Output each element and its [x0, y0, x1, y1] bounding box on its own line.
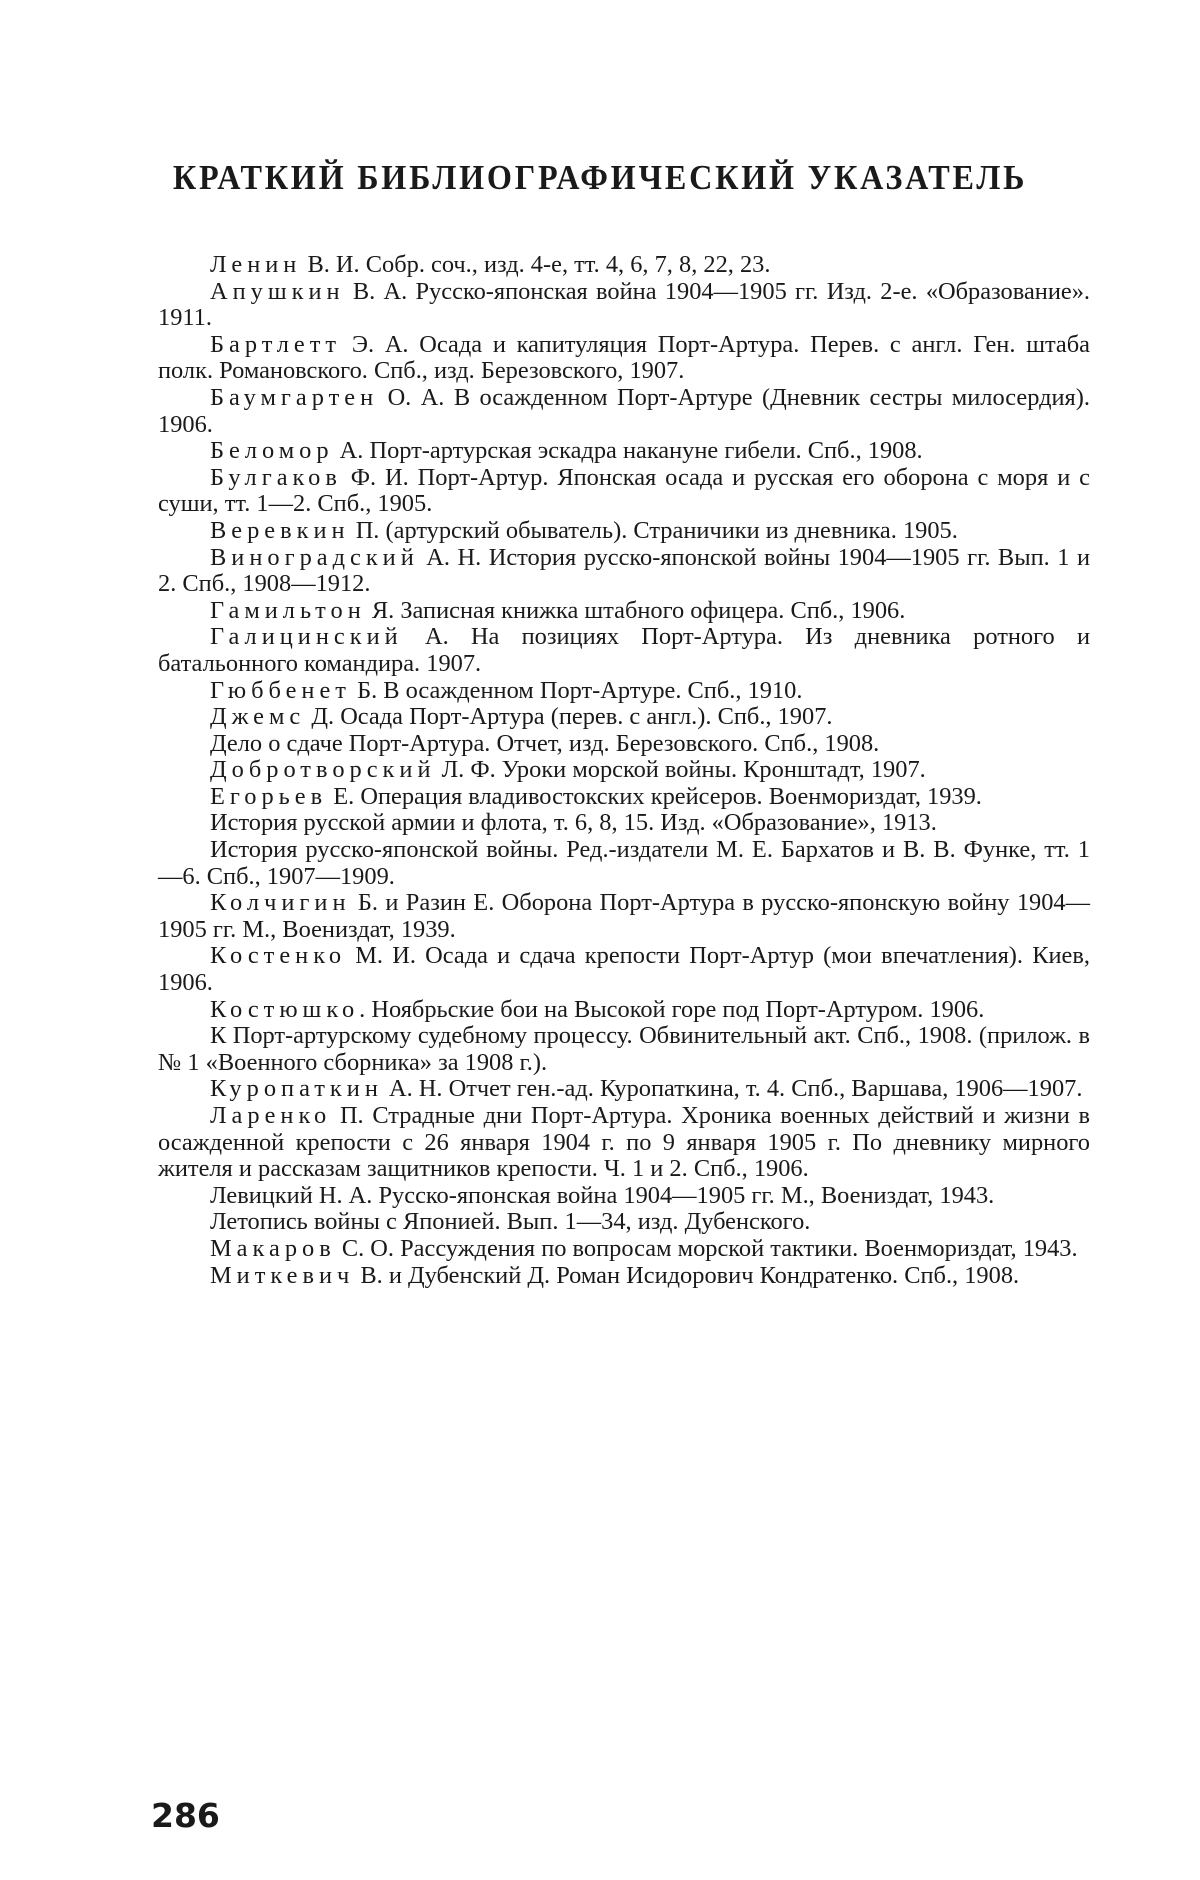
- entry-author: Гамильтон: [210, 597, 366, 624]
- entry-author: Апушкин: [210, 278, 345, 305]
- bibliography-entry: [158, 598, 1090, 625]
- bibliography-entry: [158, 837, 1090, 890]
- entry-author: Ларенко: [210, 1102, 331, 1129]
- entry-text: Б. В осажденном Порт-Артуре. Спб., 1910.: [351, 677, 802, 704]
- entry-text: А. Н. История русско-японской войны 1904—1905 гг. Вып. 1 и 2. Спб., 1908—1912.: [158, 544, 1090, 598]
- entry-text: П. (артурский обыватель). Страничики из дневника. 1905.: [350, 517, 958, 544]
- bibliography-entry: [158, 943, 1090, 996]
- bibliography-list: [158, 252, 1090, 1289]
- entry-author: Костюшко: [210, 996, 359, 1023]
- entry-text: Левицкий Н. А. Русско-японская война 1904—1905 гг. М., Воениздат, 1943.: [210, 1182, 994, 1209]
- entry-author: Куропаткин: [210, 1075, 383, 1102]
- bibliography-entry: [158, 997, 1090, 1024]
- bibliography-entry: [158, 1236, 1090, 1263]
- entry-author: Виноградский: [210, 544, 419, 571]
- entry-author: Галицинский: [210, 623, 403, 650]
- entry-author: Джемс: [210, 703, 305, 730]
- entry-text: В. И. Собр. соч., изд. 4-е, тт. 4, 6, 7, 8, 22, 23.: [301, 251, 770, 278]
- entry-text: М. И. Осада и сдача крепости Порт-Артур (мои впечатления). Киев, 1906.: [158, 942, 1090, 996]
- entry-text: . Ноябрьские бои на Высокой горе под Порт-Артуром. 1906.: [359, 996, 984, 1023]
- entry-text: История русско-японской войны. Ред.-издатели М. Е. Бархатов и В. В. Функе, тт. 1—6. Спб., 1907—1909.: [158, 836, 1090, 890]
- bibliography-entry: [158, 438, 1090, 465]
- bibliography-entry: [158, 784, 1090, 811]
- bibliography-entry: [158, 1183, 1090, 1210]
- bibliography-entry: [158, 252, 1090, 279]
- entry-author: Беломор: [210, 437, 334, 464]
- entry-text: В. и Дубенский Д. Роман Исидорович Кондратенко. Спб., 1908.: [354, 1262, 1019, 1289]
- entry-text: Дело о сдаче Порт-Артура. Отчет, изд. Березовского. Спб., 1908.: [210, 730, 879, 757]
- entry-author: Баумгартен: [210, 384, 378, 411]
- bibliography-entry: [158, 757, 1090, 784]
- entry-text: К Порт-артурскому судебному процессу. Обвинительный акт. Спб., 1908. (прилож. в № 1 «Военного сборника» за 1908 г.).: [158, 1022, 1090, 1076]
- book-page: [0, 0, 1200, 1880]
- bibliography-entry: [158, 704, 1090, 731]
- entry-text: Летопись войны с Японией. Вып. 1—34, изд. Дубенского.: [210, 1208, 810, 1235]
- entry-text: В. А. Русско-японская война 1904—1905 гг. Изд. 2-е. «Образование». 1911.: [158, 278, 1090, 332]
- entry-author: Колчигин: [210, 889, 351, 916]
- entry-text: Б. и Разин Е. Оборона Порт-Артура в русско-японскую войну 1904—1905 гг. М., Воениздат, 1939.: [158, 889, 1090, 943]
- entry-author: Добротворский: [210, 756, 436, 783]
- entry-author: Костенко: [210, 942, 346, 969]
- entry-author: Ленин: [210, 251, 301, 278]
- bibliography-entry: [158, 465, 1090, 518]
- bibliography-entry: [158, 731, 1090, 758]
- bibliography-entry: [158, 624, 1090, 677]
- entry-author: Гюббенет: [210, 677, 351, 704]
- bibliography-entry: [158, 1076, 1090, 1103]
- bibliography-entry: [158, 1263, 1090, 1290]
- entry-author: Миткевич: [210, 1262, 354, 1289]
- bibliography-entry: [158, 810, 1090, 837]
- entry-author: Веревкин: [210, 517, 350, 544]
- entry-text: Л. Ф. Уроки морской войны. Кронштадт, 1907.: [436, 756, 926, 783]
- entry-text: Я. Записная книжка штабного офицера. Спб., 1906.: [366, 597, 906, 624]
- entry-author: Булгаков: [210, 464, 342, 491]
- bibliography-entry: [158, 545, 1090, 598]
- bibliography-entry: [158, 385, 1090, 438]
- entry-text: История русской армии и флота, т. 6, 8, 15. Изд. «Образование», 1913.: [210, 809, 937, 836]
- entry-text: С. О. Рассуждения по вопросам морской тактики. Военмориздат, 1943.: [336, 1235, 1078, 1262]
- bibliography-entry: [158, 332, 1090, 385]
- entry-text: А. Порт-артурская эскадра накануне гибели. Спб., 1908.: [334, 437, 923, 464]
- bibliography-entry: [158, 1209, 1090, 1236]
- entry-text: А. На позициях Порт-Артура. Из дневника ротного и батальонного командира. 1907.: [158, 623, 1090, 677]
- entry-author: Макаров: [210, 1235, 336, 1262]
- bibliography-entry: [158, 279, 1090, 332]
- entry-text: Д. Осада Порт-Артура (перев. с англ.). Спб., 1907.: [305, 703, 832, 730]
- entry-text: Э. А. Осада и капитуляция Порт-Артура. Перев. с англ. Ген. штаба полк. Романовского. Спб., изд. Березовского, 1907.: [158, 331, 1090, 385]
- bibliography-entry: [158, 518, 1090, 545]
- bibliography-entry: [158, 1103, 1090, 1183]
- entry-text: Е. Операция владивостокских крейсеров. Военмориздат, 1939.: [327, 783, 982, 810]
- entry-text: Ф. И. Порт-Артур. Японская осада и русская его оборона с моря и с суши, тт. 1—2. Спб., 1905.: [158, 464, 1090, 518]
- entry-text: О. А. В осажденном Порт-Артуре (Дневник сестры милосердия). 1906.: [158, 384, 1090, 438]
- entry-author: Бартлетт: [210, 331, 341, 358]
- entry-text: А. Н. Отчет ген.-ад. Куропаткина, т. 4. Спб., Варшава, 1906—1907.: [383, 1075, 1083, 1102]
- bibliography-entry: [158, 890, 1090, 943]
- entry-author: Егорьев: [210, 783, 327, 810]
- page-number: 286: [151, 1796, 220, 1835]
- bibliography-entry: [158, 1023, 1090, 1076]
- bibliography-entry: [158, 678, 1090, 705]
- page-title: КРАТКИЙ БИБЛИОГРАФИЧЕСКИЙ УКАЗАТЕЛЬ: [48, 158, 1152, 198]
- entry-text: П. Страдные дни Порт-Артура. Хроника военных действий и жизни в осажденной крепости с 26 января 1904 г. по 9 января 1905 г. По дневнику мирного жителя и рассказам защитников крепости. Ч. 1 и 2. Спб., 1906.: [158, 1102, 1090, 1182]
